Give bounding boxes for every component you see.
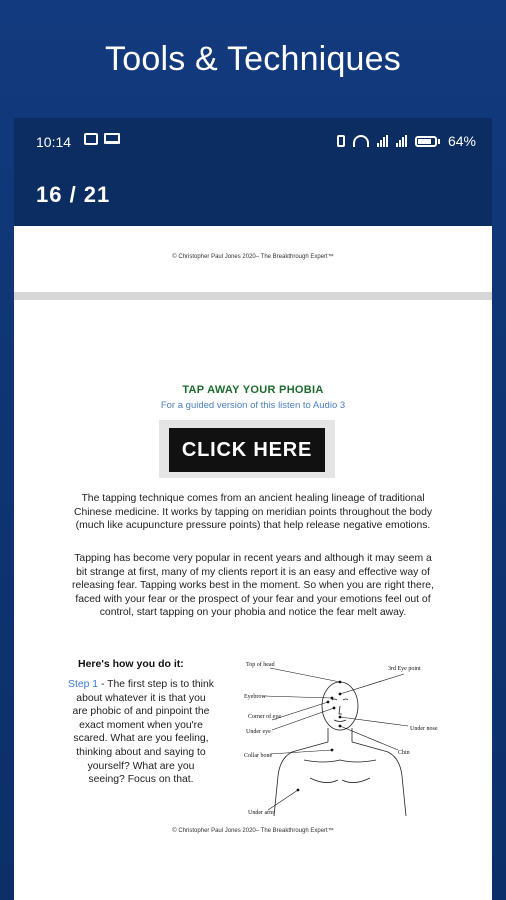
paragraph-intro: The tapping technique comes from an ancient healing lineage of traditional Chinese medicine. It works by tapping on meridian points throughout the body (much like acupuncture pressure points) that help release negative emotions.	[73, 493, 433, 532]
label-third-eye: 3rd Eye point	[388, 666, 421, 672]
page-separator	[14, 292, 492, 300]
body-outline	[274, 682, 406, 816]
step-1-text	[68, 678, 214, 787]
howto-heading: Here's how you do it:	[78, 658, 184, 670]
vibrate-icon	[337, 135, 345, 147]
label-top-of-head: Top of head	[246, 662, 275, 668]
page-counter: 16 / 21	[36, 182, 111, 207]
laptop-icon	[104, 133, 120, 144]
label-chin: Chin	[398, 750, 410, 756]
signal-icon	[377, 135, 388, 147]
status-bar	[14, 118, 492, 164]
section-title: TAP AWAY YOUR PHOBIA	[182, 384, 324, 396]
document-viewer[interactable]	[14, 226, 492, 900]
battery-icon	[415, 136, 440, 147]
step-1-label: Step 1	[68, 679, 99, 690]
click-here-frame	[159, 420, 335, 478]
label-eyebrow: Eyebrow	[244, 694, 266, 700]
label-corner-of-eye: Corner of eye	[248, 714, 281, 720]
copyright-footer: © Christopher Paul Jones 2020– The Breakthrough Expert™	[172, 254, 334, 260]
paragraph-tapping: Tapping has become very popular in recent years and although it may seem a bit strange at first, many of my clients report it is an easy and effective way of releasing fear. Tapping works best in the moment. So when you are right there, faced with your fear or the prospect of your fear and your emotions feel out of control, start tapping on your phobia and notice the fear melt away.	[72, 553, 434, 619]
step-1-body: - The first step is to think about whatever it is that you are phobic of and pinpoint the exact moment when you're scared. What are you feeling, thinking about and saying to yourself? What are you seeing? Focus on that.	[72, 679, 214, 786]
previous-page-bottom	[14, 226, 492, 292]
battery-level: 64%	[447, 133, 476, 149]
copyright-footer-page: © Christopher Paul Jones 2020– The Breakthrough Expert™	[172, 828, 334, 834]
label-under-eye: Under eye	[246, 729, 271, 735]
click-here-button[interactable]: CLICK HERE	[169, 428, 325, 472]
gallery-icon	[84, 133, 98, 145]
page-16	[14, 308, 492, 900]
tapping-points-diagram	[228, 660, 460, 816]
wifi-icon	[353, 135, 369, 147]
status-time: 10:14	[36, 134, 72, 150]
label-collar-bone: Collar bone	[244, 753, 273, 759]
screen-title: Tools & Techniques	[105, 40, 401, 78]
signal-icon-2	[396, 135, 407, 147]
label-under-arm: Under arm	[248, 810, 274, 816]
label-under-nose: Under nose	[410, 726, 438, 732]
phone-screen	[14, 118, 492, 900]
guided-note: For a guided version of this listen to Audio 3	[160, 400, 346, 411]
